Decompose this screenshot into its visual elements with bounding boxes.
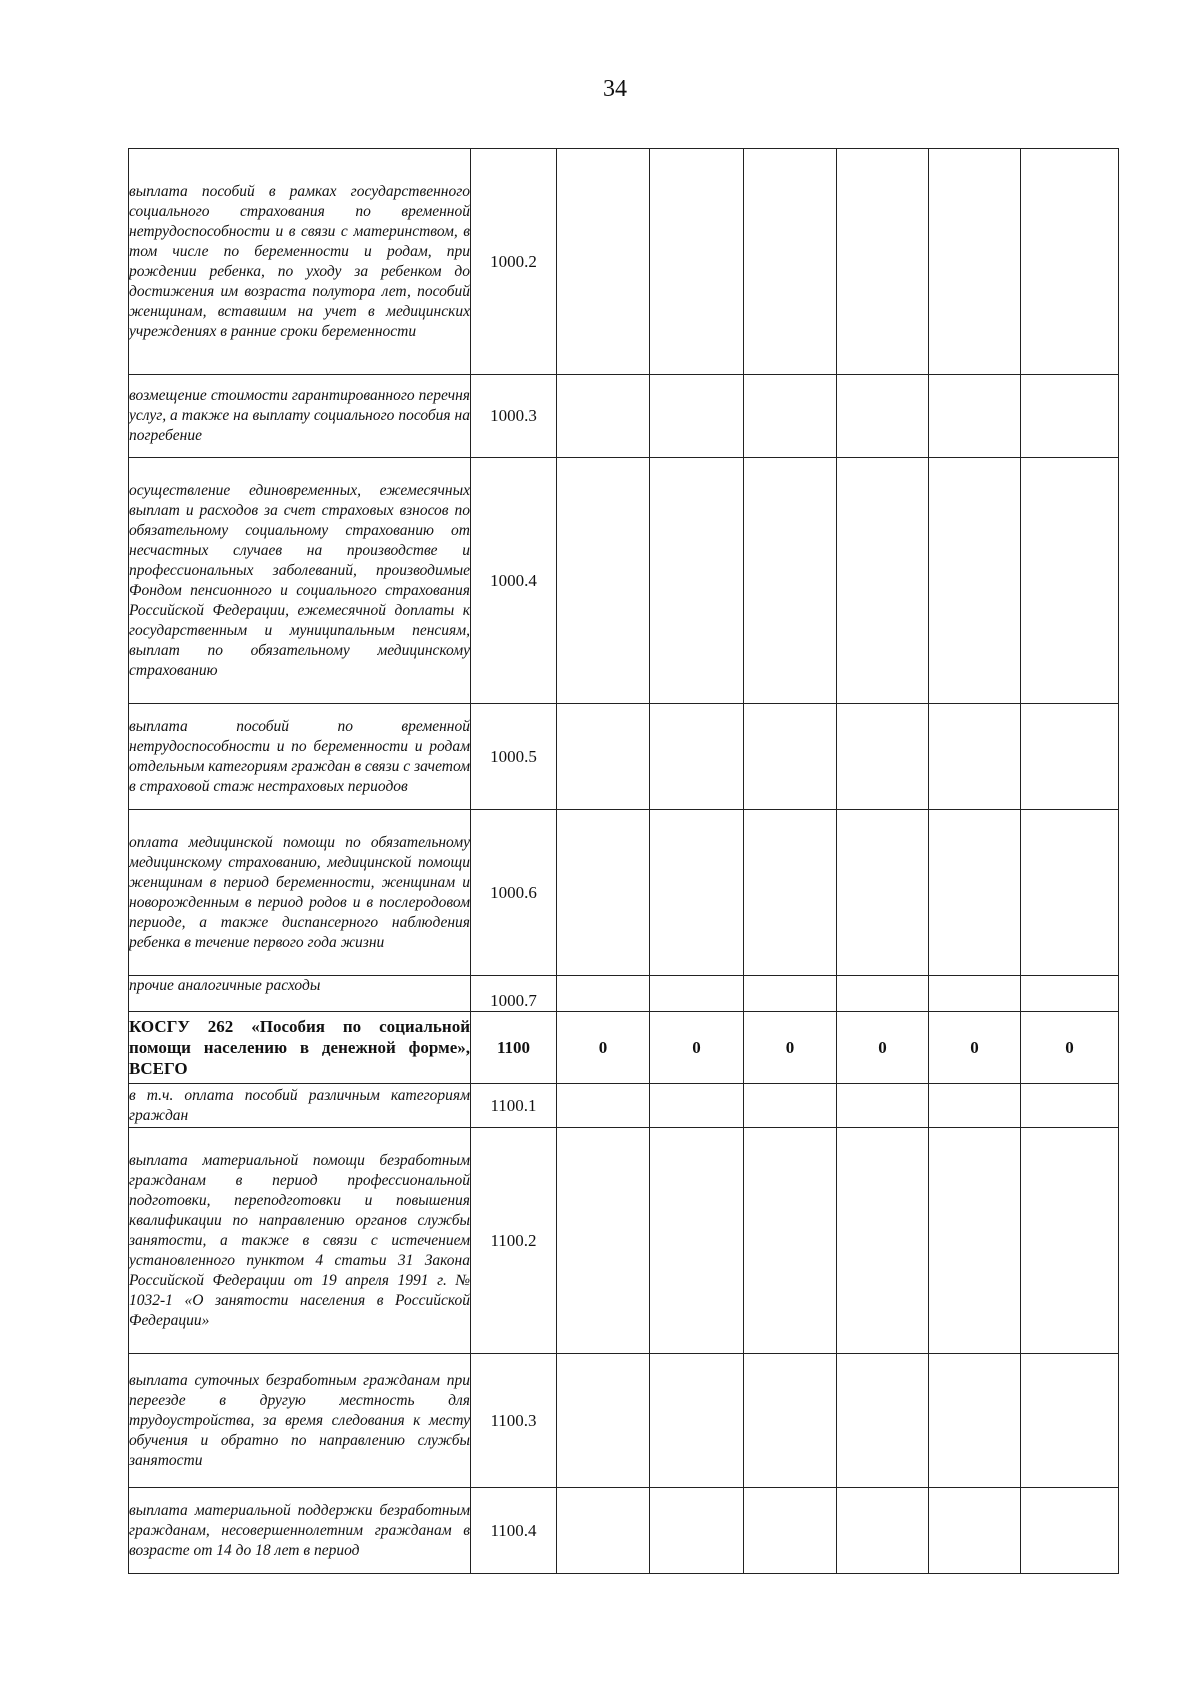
row-value-5 xyxy=(929,1354,1021,1488)
row-value-3 xyxy=(744,976,837,1012)
row-value-1 xyxy=(557,810,650,976)
row-code: 1000.7 xyxy=(471,976,557,1012)
row-value-1 xyxy=(557,458,650,704)
row-value-2 xyxy=(650,810,744,976)
table-row xyxy=(129,1488,1119,1574)
row-value-4 xyxy=(837,810,929,976)
row-value-1 xyxy=(557,1354,650,1488)
table-row xyxy=(129,810,1119,976)
row-value-6 xyxy=(1021,1128,1119,1354)
row-value-4 xyxy=(837,976,929,1012)
row-value-4 xyxy=(837,1128,929,1354)
row-value-3: 0 xyxy=(744,1012,837,1084)
row-value-4 xyxy=(837,458,929,704)
row-value-3 xyxy=(744,375,837,458)
row-code: 1000.4 xyxy=(471,458,557,704)
row-value-2 xyxy=(650,1488,744,1574)
table-row xyxy=(129,1128,1119,1354)
row-value-6 xyxy=(1021,810,1119,976)
row-value-5 xyxy=(929,375,1021,458)
row-value-5 xyxy=(929,976,1021,1012)
table-row xyxy=(129,1354,1119,1488)
row-value-1 xyxy=(557,1128,650,1354)
row-value-6 xyxy=(1021,976,1119,1012)
row-value-4 xyxy=(837,1084,929,1128)
row-value-3 xyxy=(744,1084,837,1128)
row-value-4 xyxy=(837,149,929,375)
report-table xyxy=(128,148,1119,1574)
row-value-5 xyxy=(929,704,1021,810)
row-value-1: 0 xyxy=(557,1012,650,1084)
table-row xyxy=(129,149,1119,375)
row-code: 1100.2 xyxy=(471,1128,557,1354)
row-value-2 xyxy=(650,1084,744,1128)
row-code: 1100.4 xyxy=(471,1488,557,1574)
row-value-3 xyxy=(744,1488,837,1574)
row-value-2: 0 xyxy=(650,1012,744,1084)
row-value-1 xyxy=(557,1084,650,1128)
row-value-2 xyxy=(650,704,744,810)
row-value-6 xyxy=(1021,149,1119,375)
row-value-6 xyxy=(1021,1084,1119,1128)
row-code: 1000.2 xyxy=(471,149,557,375)
row-value-3 xyxy=(744,458,837,704)
row-code: 1100 xyxy=(471,1012,557,1084)
row-description: прочие аналогичные расходы xyxy=(129,976,471,1012)
row-value-2 xyxy=(650,1128,744,1354)
table-row xyxy=(129,458,1119,704)
page-number: 34 xyxy=(603,76,627,102)
table-row xyxy=(129,375,1119,458)
row-description: осуществление единовременных, ежемесячных выплат и расходов за счет страховых взносов по обязательному социальному страхованию от несчастных случаев на производстве и профессиональных заболеваний, производимые Фондом пенсионного и социального страхования Российской Федерации, ежемесячной доплаты к государственным и муниципальным пенсиям, выплат по обязательному медицинскому страхованию xyxy=(129,458,471,704)
row-value-5 xyxy=(929,1128,1021,1354)
row-value-3 xyxy=(744,810,837,976)
row-value-6 xyxy=(1021,375,1119,458)
row-value-4 xyxy=(837,1354,929,1488)
row-description: возмещение стоимости гарантированного перечня услуг, а также на выплату социального пособия на погребение xyxy=(129,375,471,458)
row-code: 1000.6 xyxy=(471,810,557,976)
table-row xyxy=(129,976,1119,1012)
row-value-1 xyxy=(557,375,650,458)
row-description: КОСГУ 262 «Пособия по социальной помощи населению в денежной форме», ВСЕГО xyxy=(129,1012,471,1084)
row-code: 1100.1 xyxy=(471,1084,557,1128)
row-description: оплата медицинской помощи по обязательному медицинскому страхованию, медицинской помощи женщинам в период беременности, женщинам и новорожденным в период родов и в послеродовом периоде, а также диспансерного наблюдения ребенка в течение первого года жизни xyxy=(129,810,471,976)
row-value-2 xyxy=(650,458,744,704)
row-value-3 xyxy=(744,1128,837,1354)
row-value-5 xyxy=(929,810,1021,976)
row-description: в т.ч. оплата пособий различным категориям граждан xyxy=(129,1084,471,1128)
row-value-2 xyxy=(650,375,744,458)
row-value-6: 0 xyxy=(1021,1012,1119,1084)
row-value-1 xyxy=(557,704,650,810)
row-value-2 xyxy=(650,1354,744,1488)
row-value-2 xyxy=(650,976,744,1012)
row-code: 1100.3 xyxy=(471,1354,557,1488)
row-value-5 xyxy=(929,149,1021,375)
row-value-6 xyxy=(1021,704,1119,810)
row-value-5 xyxy=(929,458,1021,704)
row-value-6 xyxy=(1021,1354,1119,1488)
row-description: выплата пособий в рамках государственного социального страхования по временной нетрудоспособности и в связи с материнством, в том числе по беременности и родам, при рождении ребенка, по уходу за ребенком до достижения им возраста полутора лет, пособий женщинам, вставшим на учет в медицинских учреждениях в ранние сроки беременности xyxy=(129,149,471,375)
table-row xyxy=(129,1084,1119,1128)
row-description: выплата пособий по временной нетрудоспособности и по беременности и родам отдельным категориям граждан в связи с зачетом в страховой стаж нестраховых периодов xyxy=(129,704,471,810)
table-row-total xyxy=(129,1012,1119,1084)
row-value-4: 0 xyxy=(837,1012,929,1084)
row-value-4 xyxy=(837,375,929,458)
row-value-4 xyxy=(837,1488,929,1574)
row-value-1 xyxy=(557,976,650,1012)
row-value-1 xyxy=(557,149,650,375)
row-value-1 xyxy=(557,1488,650,1574)
row-description: выплата суточных безработным гражданам при переезде в другую местность для трудоустройства, за время следования к месту обучения и обратно по направлению службы занятости xyxy=(129,1354,471,1488)
row-value-4 xyxy=(837,704,929,810)
row-value-5 xyxy=(929,1084,1021,1128)
row-value-5 xyxy=(929,1488,1021,1574)
row-description: выплата материальной поддержки безработным гражданам, несовершеннолетним гражданам в возрасте от 14 до 18 лет в период xyxy=(129,1488,471,1574)
row-value-3 xyxy=(744,1354,837,1488)
row-value-5: 0 xyxy=(929,1012,1021,1084)
row-value-3 xyxy=(744,704,837,810)
row-code: 1000.5 xyxy=(471,704,557,810)
row-value-6 xyxy=(1021,458,1119,704)
row-value-2 xyxy=(650,149,744,375)
row-code: 1000.3 xyxy=(471,375,557,458)
row-value-6 xyxy=(1021,1488,1119,1574)
table-row xyxy=(129,704,1119,810)
row-description: выплата материальной помощи безработным гражданам в период профессиональной подготовки, переподготовки и повышения квалификации по направлению органов службы занятости, а также в связи с истечением установленного пунктом 4 статьи 31 Закона Российской Федерации от 19 апреля 1991 г. № 1032-1 «О занятости населения в Российской Федерации» xyxy=(129,1128,471,1354)
row-value-3 xyxy=(744,149,837,375)
